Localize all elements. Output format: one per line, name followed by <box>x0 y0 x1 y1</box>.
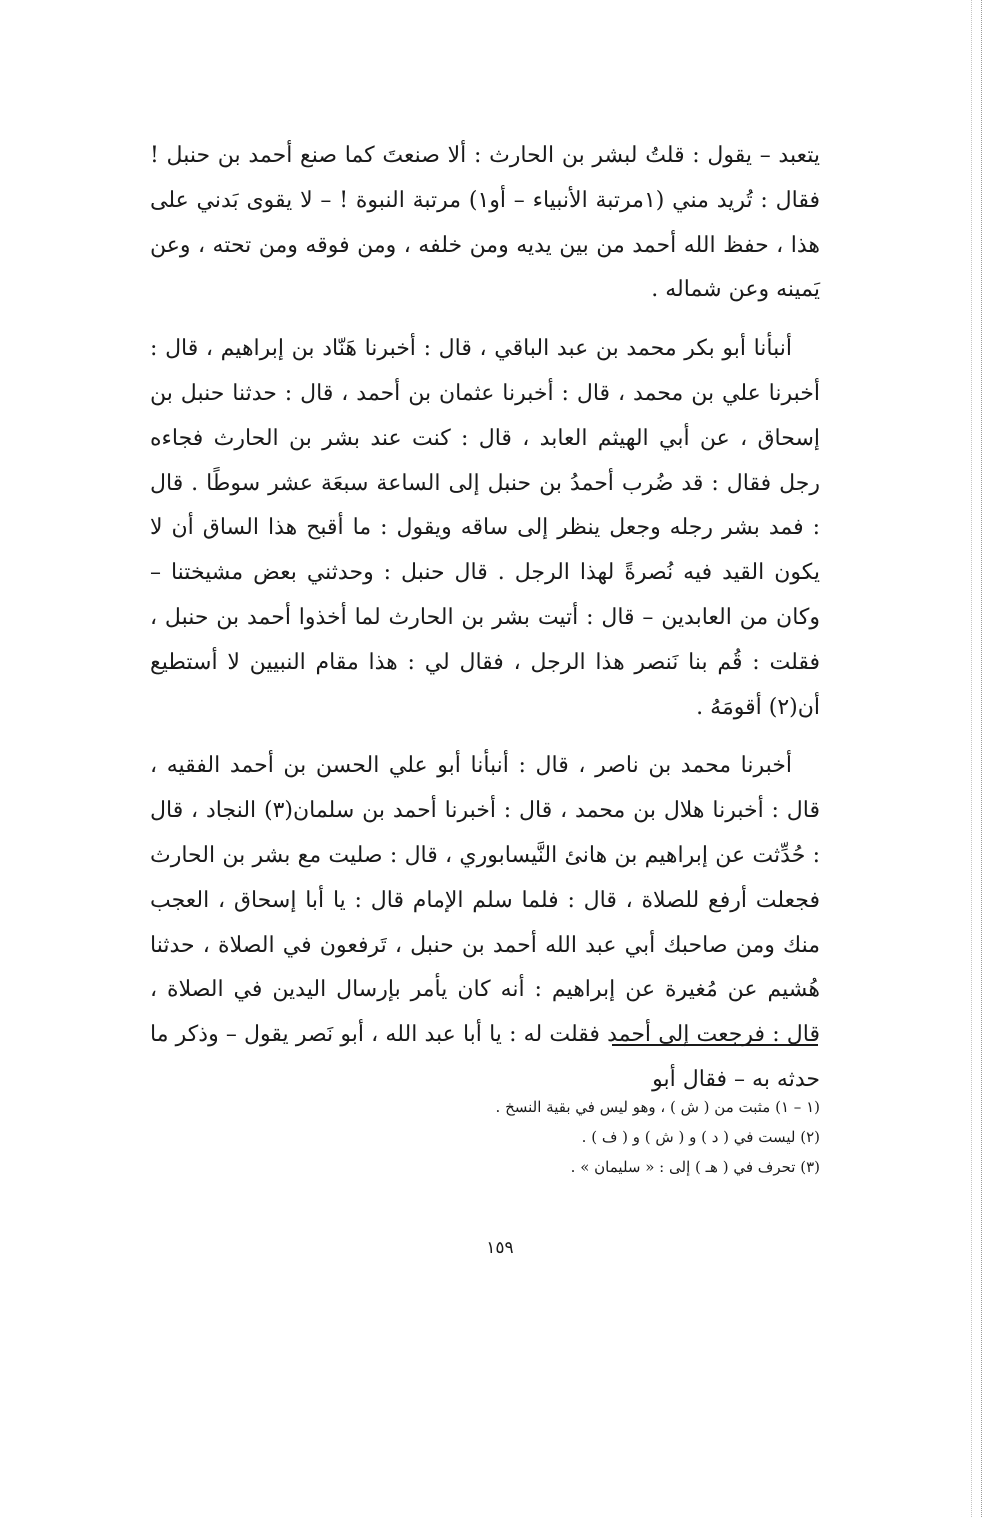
main-text <box>150 134 820 1103</box>
page-edge-dotted-line-inner <box>971 0 972 1517</box>
footnote-2: (٢) ليست في ( د ) و ( ش ) و ( ف ) . <box>581 1128 820 1146</box>
paragraph-3: أخبرنا محمد بن ناصر ، قال : أنبأنا أبو علي الحسن بن أحمد الفقيه ، قال : أخبرنا هلال بن محمد ، قال : أخبرنا أحمد بن سلمان(٣) النجاد ، قال : حُدِّثت عن إبراهيم بن هانئ النَّيسابوري ، قال : صليت مع بشر بن الحارث فجعلت أرفع للصلاة ، قال : فلما سلم الإمام قال : يا أبا إسحاق ، العجب منك ومن صاحبك أبي عبد الله أحمد بن حنبل ، تَرفعون في الصلاة ، حدثنا هُشيم عن مُغيرة عن إبراهيم : أنه كان يأمر بإرسال اليدين في الصلاة ، قال : فرجعت إلى أحمد فقلت له : يا أبا عبد الله ، أبو نَصر يقول – وذكر ما حدثه به – فقال أبو <box>150 753 820 1092</box>
page-number: ١٥٩ <box>486 1238 514 1258</box>
footnotes <box>300 1092 820 1182</box>
paragraph-1: يتعبد – يقول : قلتُ لبشر بن الحارث : ألا صنعتَ كما صنع أحمد بن حنبل ! فقال : تُريد مني (١مرتبة الأنبياء – أو١) مرتبة النبوة ! – لا يقوى بَدني على هذا ، حفظ الله أحمد من بين يديه ومن خلفه ، ومن فوقه ومن تحته ، وعن يَمينه وعن شماله . <box>150 143 820 303</box>
page-edge-dotted-line <box>981 0 982 1517</box>
footnote-separator <box>612 1044 818 1046</box>
paragraph-2: أنبأنا أبو بكر محمد بن عبد الباقي ، قال : أخبرنا هَنّاد بن إبراهيم ، قال : أخبرنا علي بن محمد ، قال : أخبرنا عثمان بن أحمد ، قال : حدثنا حنبل بن إسحاق ، عن أبي الهيثم العابد ، قال : كنت عند بشر بن الحارث فجاءه رجل فقال : قد ضُرب أحمدُ بن حنبل إلى الساعة سبعَة عشر سوطًا . قال : فمد بشر رجله وجعل ينظر إلى ساقه ويقول : ما أقبح هذا الساق أن لا يكون القيد فيه نُصرةً لهذا الرجل . قال حنبل : وحدثني بعض مشيختنا – وكان من العابدين – قال : أتيت بشر بن الحارث لما أخذوا أحمد بن حنبل ، فقلت : قُم بنا نَنصر هذا الرجل ، فقال لي : هذا مقام النبيين لا أستطيع أن(٢) أقومَهُ . <box>150 336 821 720</box>
footnote-3: (٣) تحرف في ( هـ ) إلى : « سليمان » . <box>570 1158 820 1176</box>
footnote-1: (١ – ١) مثبت من ( ش ) ، وهو ليس في بقية النسخ . <box>495 1098 820 1116</box>
